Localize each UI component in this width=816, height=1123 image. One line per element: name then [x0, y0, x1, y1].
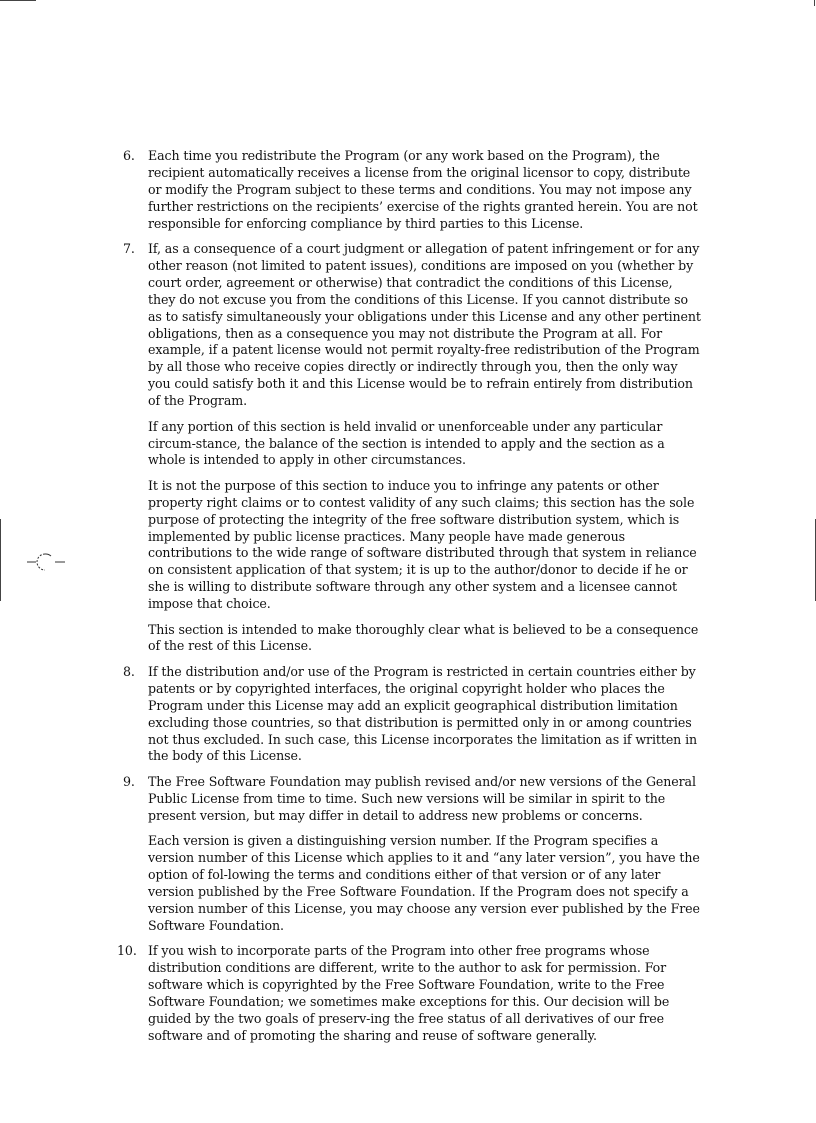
section-6	[117, 148, 701, 233]
section-9	[117, 774, 701, 935]
section-body	[148, 241, 701, 655]
crop-mark-left	[0, 519, 1, 601]
paragraph: Each time you redistribute the Program (or any work based on the Program), the recipient automatically receives a license from the original licensor to copy, distribute or modify the Program subject to these terms and conditions. You may not impose any further restrictions on the recipients’ exercise of the rights granted herein. You are not responsible for enforcing compliance by third parties to this License.	[148, 148, 698, 231]
paragraph: If you wish to incorporate parts of the Program into other free programs whose distribution conditions are different, write to the author to ask for permission. For software which is copyrighted by the Free Software Foundation, write to the Free Software Foundation; we sometimes make exceptions for this. Our decision will be guided by the two goals of preserv-ing the free status of all derivatives of our free software and of promoting the sharing and reuse of software generally.	[148, 942, 670, 1043]
section-number: 10.	[117, 942, 137, 958]
crop-mark-top-right	[814, 0, 815, 6]
section-number: 8.	[123, 663, 135, 679]
paragraph: If the distribution and/or use of the Program is restricted in certain countries either by patents or by copyrighted interfaces, the original copyright holder who places the Program under this License may add an explicit geographical distribution limitation excluding those countries, so that distribution is permitted only in or among countries not thus excluded. In such case, this License incorporates the limitation as if written in the body of this License.	[148, 663, 698, 764]
paragraph: If any portion of this section is held invalid or unenforceable under any particular circum-stance, the balance of the section is intended to apply and the section as a whole is intended to apply in other circumstances.	[148, 418, 665, 468]
paragraph: This section is intended to make thoroughly clear what is believed to be a consequence of the rest of this License.	[148, 621, 699, 654]
paragraph: The Free Software Foundation may publish revised and/or new versions of the General Public License from time to time. Such new versions will be similar in spirit to the present version, but may differ in detail to address new problems or concerns.	[148, 773, 696, 823]
section-number: 6.	[123, 148, 135, 163]
paragraph: Each version is given a distinguishing version number. If the Program specifies a version number of this License which applies to it and “any later version”, you have the option of fol-lowing the terms and conditions either of that version or of any later version published by the Free Software Foundation. If the Program does not specify a version number of this License, you may choose any version ever published by the Free Software Foundation.	[148, 833, 700, 933]
section-body	[148, 774, 701, 935]
section-number: 9.	[123, 773, 135, 789]
paragraph: If, as a consequence of a court judgment or allegation of patent infringement or for any other reason (not limited to patent issues), conditions are imposed on you (whether by court order, agreement or otherwise) that contradict the conditions of this License, they do not excuse you from the conditions of this License. If you cannot distribute so as to satisfy simultaneously your obligations under this License and any other pertinent obligations, then as a consequence you may not distribute the Program at all. For example, if a patent license would not permit royalty-free redistribution of the Program by all those who receive copies directly or indirectly through you, then the only way you could satisfy both it and this License would be to refrain entirely from distribution of the Program.	[148, 241, 701, 409]
section-number: 7.	[123, 241, 135, 257]
registration-mark-icon	[27, 550, 67, 574]
section-body	[148, 664, 701, 765]
section-7	[117, 241, 701, 655]
crop-mark-top-left	[0, 0, 36, 1]
paragraph: It is not the purpose of this section to induce you to infringe any patents or other property right claims or to contest validity of any such claims; this section has the sole purpose of protecting the integrity of the free software distribution system, which is implemented by public license practices. Many people have made generous contributions to the wide range of software distributed through that system in reliance on consistent application of that system; it is up to the author/donor to decide if he or she is willing to distribute software through any other system and a licensee cannot impose that choice.	[148, 477, 697, 612]
section-8	[117, 664, 701, 765]
section-10	[117, 943, 701, 1044]
license-text	[117, 148, 701, 1053]
section-body	[148, 148, 701, 233]
section-body	[148, 943, 701, 1044]
